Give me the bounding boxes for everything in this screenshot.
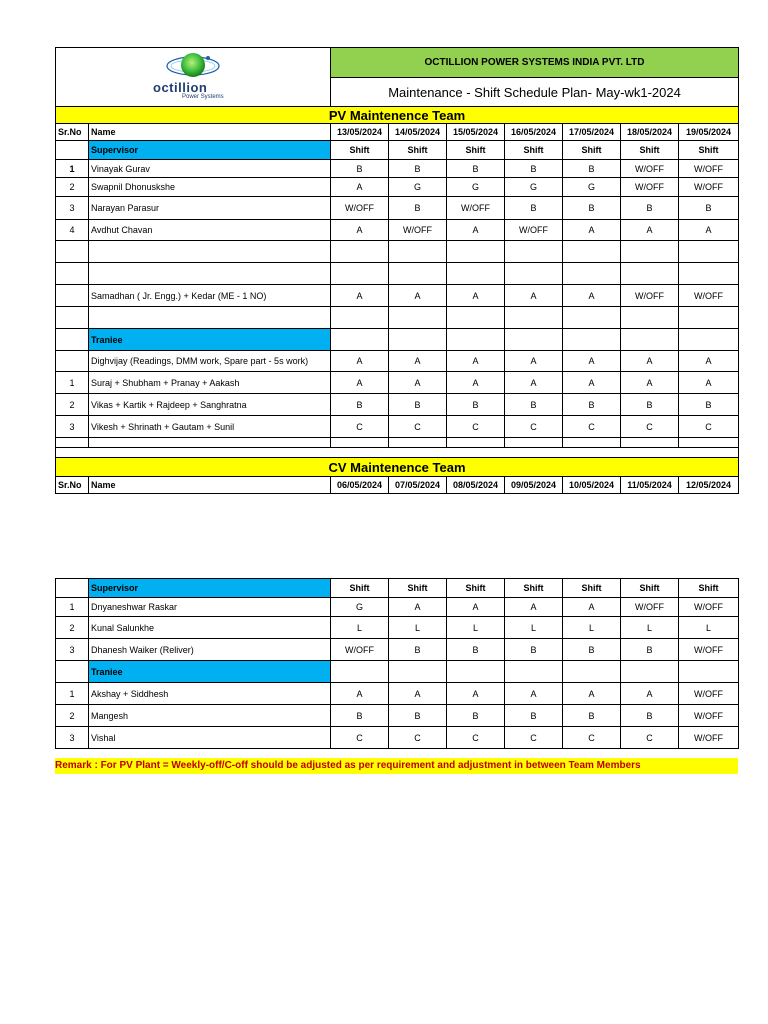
shift-cell: B <box>389 394 447 416</box>
shift-cell: A <box>447 372 505 394</box>
shift-header: Shift <box>331 579 389 598</box>
shift-cell: A <box>563 372 621 394</box>
shift-cell: W/OFF <box>679 727 739 749</box>
pv-schedule-sheet <box>55 47 738 494</box>
shift-cell: W/OFF <box>447 197 505 220</box>
name-cell: Dighvijay (Readings, DMM work, Spare part - 5s work) <box>89 351 331 372</box>
table-row <box>56 617 739 639</box>
shift-cell: C <box>505 727 563 749</box>
shift-cell: C <box>447 727 505 749</box>
srno-cell: 1 <box>56 372 89 394</box>
cv-schedule-table <box>55 578 739 749</box>
empty-row <box>56 263 739 285</box>
pv-trainee-header-row <box>56 329 739 351</box>
cv-team-title: CV Maintenence Team <box>56 458 739 477</box>
shift-cell: C <box>563 727 621 749</box>
srno-header: Sr.No <box>56 477 89 494</box>
shift-cell: G <box>447 178 505 197</box>
shift-cell: L <box>389 617 447 639</box>
name-cell: Samadhan ( Jr. Engg.) + Kedar (ME - 1 NO) <box>89 285 331 307</box>
table-row <box>56 683 739 705</box>
shift-cell: A <box>563 220 621 241</box>
shift-header: Shift <box>621 141 679 160</box>
shift-cell: C <box>331 727 389 749</box>
shift-cell: B <box>505 197 563 220</box>
shift-cell: A <box>447 220 505 241</box>
trainee-label: Traniee <box>89 661 331 683</box>
shift-header: Shift <box>447 579 505 598</box>
shift-cell: A <box>563 598 621 617</box>
shift-cell: A <box>621 351 679 372</box>
shift-cell: W/OFF <box>679 160 739 178</box>
name-cell: Dnyaneshwar Raskar <box>89 598 331 617</box>
shift-cell: A <box>679 220 739 241</box>
shift-cell: A <box>563 683 621 705</box>
name-header: Name <box>89 477 331 494</box>
shift-cell: L <box>331 617 389 639</box>
shift-cell: A <box>331 285 389 307</box>
shift-cell: C <box>331 416 389 438</box>
shift-cell: B <box>621 639 679 661</box>
shift-cell: A <box>505 351 563 372</box>
shift-cell: B <box>621 394 679 416</box>
srno-cell: 3 <box>56 639 89 661</box>
empty-row <box>56 307 739 329</box>
shift-cell: B <box>389 197 447 220</box>
cv-trainee-header-row <box>56 661 739 683</box>
srno-cell: 4 <box>56 220 89 241</box>
shift-cell: C <box>679 416 739 438</box>
cv-table-body <box>56 579 739 749</box>
shift-cell: B <box>505 394 563 416</box>
date-header: 19/05/2024 <box>679 124 739 141</box>
shift-cell: A <box>447 683 505 705</box>
date-header: 10/05/2024 <box>563 477 621 494</box>
table-row <box>56 394 739 416</box>
srno-cell: 2 <box>56 178 89 197</box>
shift-cell: A <box>679 351 739 372</box>
shift-cell: B <box>447 160 505 178</box>
shift-header: Shift <box>679 141 739 160</box>
shift-cell: W/OFF <box>679 683 739 705</box>
shift-cell: A <box>505 372 563 394</box>
table-row <box>56 727 739 749</box>
cv-supervisor-header-row <box>56 579 739 598</box>
shift-cell: A <box>331 351 389 372</box>
srno-cell: 1 <box>56 598 89 617</box>
shift-cell: W/OFF <box>389 220 447 241</box>
name-cell: Kunal Salunkhe <box>89 617 331 639</box>
pv-table-body <box>56 48 739 494</box>
date-header: 17/05/2024 <box>563 124 621 141</box>
shift-cell: A <box>563 285 621 307</box>
table-row <box>56 178 739 197</box>
shift-cell: B <box>563 705 621 727</box>
shift-cell: A <box>505 598 563 617</box>
shift-cell: W/OFF <box>621 285 679 307</box>
shift-cell: A <box>621 372 679 394</box>
shift-cell: C <box>447 416 505 438</box>
logo-tagline: Power Systems <box>182 94 224 100</box>
name-cell: Dhanesh Waiker (Reliver) <box>89 639 331 661</box>
shift-cell: W/OFF <box>621 160 679 178</box>
shift-cell: L <box>679 617 739 639</box>
shift-cell: B <box>447 705 505 727</box>
shift-cell: W/OFF <box>679 178 739 197</box>
shift-cell: C <box>389 416 447 438</box>
name-cell: Akshay + Siddhesh <box>89 683 331 705</box>
empty-row <box>56 241 739 263</box>
srno-cell: 3 <box>56 197 89 220</box>
shift-cell: B <box>389 705 447 727</box>
shift-cell: A <box>331 372 389 394</box>
table-row <box>56 705 739 727</box>
date-header: 13/05/2024 <box>331 124 389 141</box>
shift-cell: G <box>563 178 621 197</box>
supervisor-label: Supervisor <box>89 141 331 160</box>
table-row <box>56 197 739 220</box>
name-cell: Narayan Parasur <box>89 197 331 220</box>
pv-team-title: PV Maintenence Team <box>56 107 739 124</box>
name-header: Name <box>89 124 331 141</box>
shift-header: Shift <box>331 141 389 160</box>
shift-cell: W/OFF <box>621 598 679 617</box>
name-cell: Vikas + Kartik + Rajdeep + Sanghratna <box>89 394 331 416</box>
company-name: OCTILLION POWER SYSTEMS INDIA PVT. LTD <box>331 48 739 78</box>
name-cell: Vikesh + Shrinath + Gautam + Sunil <box>89 416 331 438</box>
empty-row <box>56 438 739 448</box>
shift-cell: G <box>505 178 563 197</box>
shift-cell: C <box>505 416 563 438</box>
shift-cell: L <box>447 617 505 639</box>
srno-cell: 3 <box>56 416 89 438</box>
shift-cell: C <box>563 416 621 438</box>
date-header: 12/05/2024 <box>679 477 739 494</box>
srno-cell: 1 <box>56 160 89 178</box>
shift-header: Shift <box>447 141 505 160</box>
shift-header: Shift <box>563 579 621 598</box>
shift-cell: A <box>389 351 447 372</box>
date-header: 09/05/2024 <box>505 477 563 494</box>
shift-cell: B <box>331 160 389 178</box>
shift-cell: A <box>331 220 389 241</box>
shift-cell: A <box>563 351 621 372</box>
shift-cell: A <box>389 683 447 705</box>
date-header: 08/05/2024 <box>447 477 505 494</box>
date-header: 14/05/2024 <box>389 124 447 141</box>
srno-cell: 2 <box>56 394 89 416</box>
shift-cell: B <box>505 160 563 178</box>
shift-cell: B <box>563 639 621 661</box>
shift-cell: W/OFF <box>331 639 389 661</box>
shift-header: Shift <box>505 579 563 598</box>
shift-cell: A <box>621 683 679 705</box>
shift-header: Shift <box>563 141 621 160</box>
shift-cell: B <box>505 639 563 661</box>
shift-cell: W/OFF <box>621 178 679 197</box>
shift-cell: A <box>505 683 563 705</box>
shift-cell: B <box>447 394 505 416</box>
srno-cell: 2 <box>56 705 89 727</box>
shift-cell: C <box>389 727 447 749</box>
shift-cell: A <box>447 351 505 372</box>
shift-cell: B <box>621 197 679 220</box>
shift-cell: C <box>621 416 679 438</box>
shift-cell: A <box>447 598 505 617</box>
shift-cell: B <box>563 197 621 220</box>
srno-cell: 1 <box>56 683 89 705</box>
shift-cell: L <box>505 617 563 639</box>
name-cell: Vinayak Gurav <box>89 160 331 178</box>
shift-header: Shift <box>389 579 447 598</box>
shift-cell: A <box>621 220 679 241</box>
empty-row <box>56 448 739 458</box>
pv-supervisor-header-row <box>56 141 739 160</box>
srno-cell: 2 <box>56 617 89 639</box>
shift-cell: B <box>331 705 389 727</box>
shift-cell: B <box>679 197 739 220</box>
name-cell: Swapnil Dhonuskshe <box>89 178 331 197</box>
logo-cell <box>56 48 331 107</box>
date-header: 06/05/2024 <box>331 477 389 494</box>
srno-cell: 3 <box>56 727 89 749</box>
shift-cell: A <box>331 178 389 197</box>
remark-note: Remark : For PV Plant = Weekly-off/C-off should be adjusted as per requirement and adjustment in between Team Members <box>55 758 738 774</box>
date-header: 07/05/2024 <box>389 477 447 494</box>
table-row <box>56 639 739 661</box>
shift-header: Shift <box>621 579 679 598</box>
shift-cell: B <box>621 705 679 727</box>
cv-header-row <box>56 477 739 494</box>
table-row <box>56 351 739 372</box>
shift-cell: B <box>331 394 389 416</box>
srno-header: Sr.No <box>56 124 89 141</box>
shift-cell: B <box>563 160 621 178</box>
shift-cell: G <box>331 598 389 617</box>
table-row <box>56 598 739 617</box>
shift-cell: W/OFF <box>505 220 563 241</box>
pv-header-row <box>56 124 739 141</box>
shift-cell: B <box>679 394 739 416</box>
shift-header: Shift <box>389 141 447 160</box>
supervisor-label: Supervisor <box>89 579 331 598</box>
date-header: 18/05/2024 <box>621 124 679 141</box>
shift-cell: A <box>505 285 563 307</box>
shift-cell: A <box>331 683 389 705</box>
name-cell: Mangesh <box>89 705 331 727</box>
shift-cell: W/OFF <box>679 705 739 727</box>
trainee-label: Traniee <box>89 329 331 351</box>
shift-cell: B <box>389 160 447 178</box>
shift-cell: C <box>621 727 679 749</box>
shift-cell: B <box>505 705 563 727</box>
shift-cell: A <box>389 285 447 307</box>
shift-cell: B <box>389 639 447 661</box>
date-header: 15/05/2024 <box>447 124 505 141</box>
shift-cell: W/OFF <box>679 639 739 661</box>
shift-cell: B <box>447 639 505 661</box>
date-header: 16/05/2024 <box>505 124 563 141</box>
shift-cell: W/OFF <box>679 285 739 307</box>
shift-cell: B <box>563 394 621 416</box>
shift-cell: A <box>679 372 739 394</box>
name-cell: Suraj + Shubham + Pranay + Aakash <box>89 372 331 394</box>
shift-header: Shift <box>505 141 563 160</box>
shift-cell: G <box>389 178 447 197</box>
table-row <box>56 160 739 178</box>
date-header: 11/05/2024 <box>621 477 679 494</box>
table-row <box>56 285 739 307</box>
name-cell: Avdhut Chavan <box>89 220 331 241</box>
shift-cell: A <box>447 285 505 307</box>
name-cell: Vishal <box>89 727 331 749</box>
plan-title: Maintenance - Shift Schedule Plan- May-wk1-2024 <box>331 78 739 107</box>
logo-wordmark: octillion <box>153 80 208 95</box>
shift-cell: A <box>389 372 447 394</box>
srno-cell <box>56 351 89 372</box>
shift-cell: A <box>389 598 447 617</box>
shift-cell: W/OFF <box>679 598 739 617</box>
shift-cell: L <box>621 617 679 639</box>
octillion-logo <box>138 48 248 104</box>
shift-header: Shift <box>679 579 739 598</box>
table-row <box>56 220 739 241</box>
pv-schedule-table <box>55 47 739 494</box>
shift-cell: W/OFF <box>331 197 389 220</box>
cv-schedule-sheet <box>55 578 738 749</box>
table-row <box>56 372 739 394</box>
shift-cell: L <box>563 617 621 639</box>
table-row <box>56 416 739 438</box>
